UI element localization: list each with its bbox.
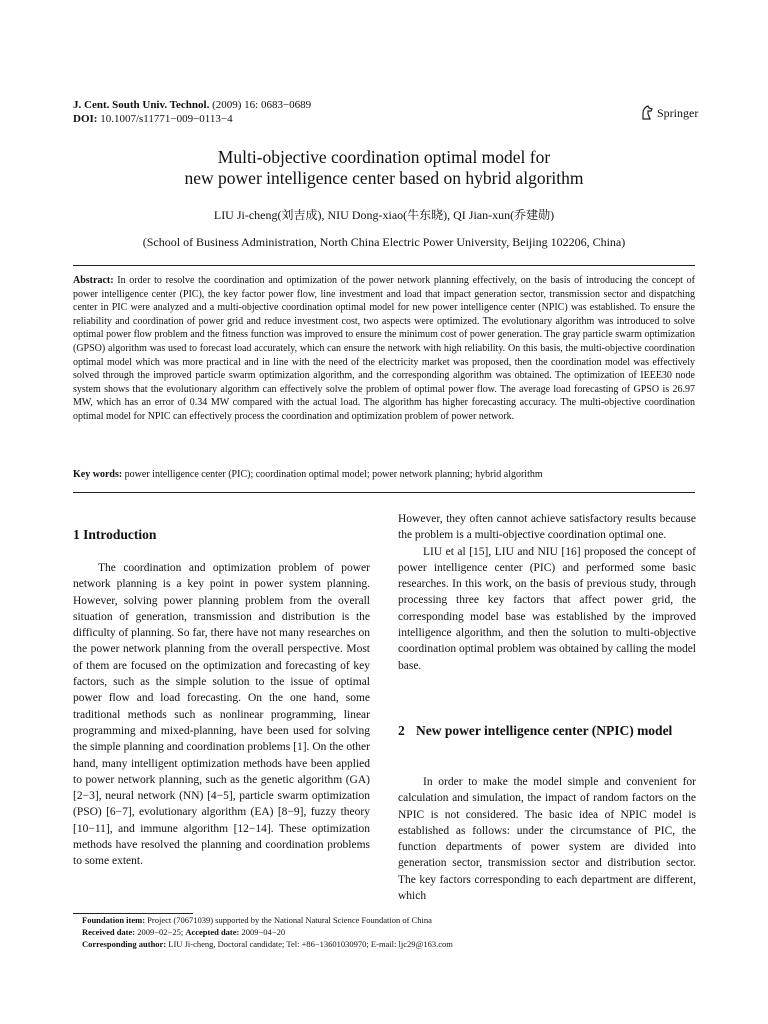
column-right-section2: [398, 774, 696, 904]
accepted-date: 2009−04−20: [239, 927, 286, 938]
affiliation: (School of Business Administration, North China Electric Power University, Beijing 102206, China): [142, 235, 626, 249]
footnote-foundation: [82, 914, 453, 926]
footnote-corresponding: [82, 938, 453, 950]
keywords-text: power intelligence center (PIC); coordination optimal model; power network planning; hybrid algorithm: [122, 469, 543, 480]
abstract-label: Abstract:: [73, 275, 114, 286]
doi-line: [73, 112, 233, 126]
npic-paragraph-1: In order to make the model simple and convenient for calculation and simulation, the impact of random factors on the NPIC is not considered. The basic idea of NPIC model is established as follows: under the circumstance of PIC, the function departments of power system are divided into generation sector, transmission sector and distribution sector. The key factors corresponding to each department are different, which: [398, 776, 696, 903]
accepted-label: Accepted date:: [185, 927, 240, 938]
publisher-logo: [640, 105, 698, 120]
intro-paragraph-1-continued: However, they often cannot achieve satisfactory results because the problem is a multi-objective coordination optimal one.: [398, 513, 696, 542]
foundation-label: Foundation item:: [82, 915, 146, 925]
section-title: New power intelligence center (NPIC) model: [416, 723, 673, 738]
author-list: LIU Ji-cheng(刘吉成), NIU Dong-xiao(牛东晓), QI Jian-xun(乔建勋): [213, 208, 555, 222]
journal-citation: [73, 98, 311, 112]
footnote-dates: [82, 926, 453, 938]
received-label: Received date:: [82, 927, 136, 938]
doi-value: 10.1007/s11771−009−0113−4: [97, 113, 233, 125]
received-date: 2009−02−25;: [135, 927, 186, 938]
springer-horse-icon: [640, 105, 654, 120]
section-number: 2: [398, 723, 405, 738]
title-line-1: Multi-objective coordination optimal model for: [217, 147, 551, 167]
title-line-2: new power intelligence center based on hybrid algorithm: [184, 168, 584, 188]
doi-label: DOI:: [73, 113, 98, 125]
foundation-text: Project (70671039) supported by the National Natural Science Foundation of China: [145, 915, 432, 925]
section-heading-introduction: 1 Introduction: [73, 527, 157, 542]
intro-paragraph-2: LIU et al [15], LIU and NIU [16] proposed the concept of power intelligence center (PIC) and performed some basic researches. In this work, on the basis of previous study, through processing three key factors that affect power grid, the corresponding model base was established by the improved intelligence algorithm, and then the solution to multi-objective coordination optimal problem was obtained by calling the model base.: [398, 545, 696, 672]
abstract: [73, 274, 695, 424]
divider-top: [73, 265, 695, 266]
journal-volume-pages: (2009) 16: 0683−0689: [209, 99, 312, 111]
intro-paragraph-1: The coordination and optimization problem of power network planning is a key point in power system planning. However, solving power planning problem from the overall situation of generation, transmission and distribution is the difficulty of planning. So far, there have not many researches on the power network planning from the overall perspective. Most of them are focused on the optimization and forecasting of key factors, such as the simple solution to the issue of optimal power flow and load forecasting. On the one hand, some traditional methods such as nonlinear programming, linear programming and mixed-planning, have been used for solving the simple planning and coordination problems [1]. On the other hand, many intelligent optimization methods have been applied to power network planning, such as the genetic algorithm (GA) [2−3], neural network (NN) [4−5], particle swarm optimization (PSO) [6−7], evolutionary algorithm (EA) [8−9], fuzzy theory [10−11], and immune algorithm [12−14]. These optimization methods have resolved the planning and coordination problems to some extent.: [73, 562, 370, 868]
corresponding-text: LIU Ji-cheng, Doctoral candidate; Tel: +86−13601030970; E-mail: ljc29@163.com: [166, 939, 453, 950]
keywords-label: Key words:: [73, 469, 123, 480]
paper-title: [0, 147, 768, 189]
footnotes: [82, 914, 453, 951]
column-right: [398, 511, 696, 674]
journal-name: J. Cent. South Univ. Technol.: [73, 99, 210, 111]
column-left: [73, 560, 370, 870]
abstract-text: In order to resolve the coordination and optimization of the power network planning effectively, on the basis of introducing the concept of power intelligence center (PIC), the key factor power flow, line investment and load that impact generation sector, transmission sector and dispatching center in PIC were analyzed and a multi-objective coordination optimal model for new power intelligence center (NPIC) was established. To ensure the reliability and coordination of power grid and reduce investment cost, two aspects were optimized. The evolutionary algorithm was introduced to solve optimal power flow problem and the fitness function was improved to ensure the minimum cost of power generation. The gray particle swarm optimization (GPSO) algorithm was used to forecast load accurately, which can ensure the network with high reliability. On this basis, the multi-objective coordination optimal model which was more practical and in line with the need of the electricity market was proposed, then the coordination model was effectively solved through the improved particle swarm optimization algorithm, and the corresponding algorithm was obtained. The optimization of IEEE30 node system shows that the evolutionary algorithm can effectively solve the problem of optimal power flow. The average load forecasting of GPSO is 26.97 MW, which has an error of 0.34 MW compared with the actual load. The algorithm has higher forecasting accuracy. The multi-objective coordination optimal model for NPIC can effectively process the coordination and optimization problem of power network.: [73, 275, 695, 422]
divider-bottom: [73, 492, 695, 493]
section-heading-npic-model: [398, 723, 696, 740]
keywords: [73, 468, 695, 482]
publisher-name: Springer: [657, 105, 699, 120]
corresponding-label: Corresponding author:: [82, 939, 167, 950]
